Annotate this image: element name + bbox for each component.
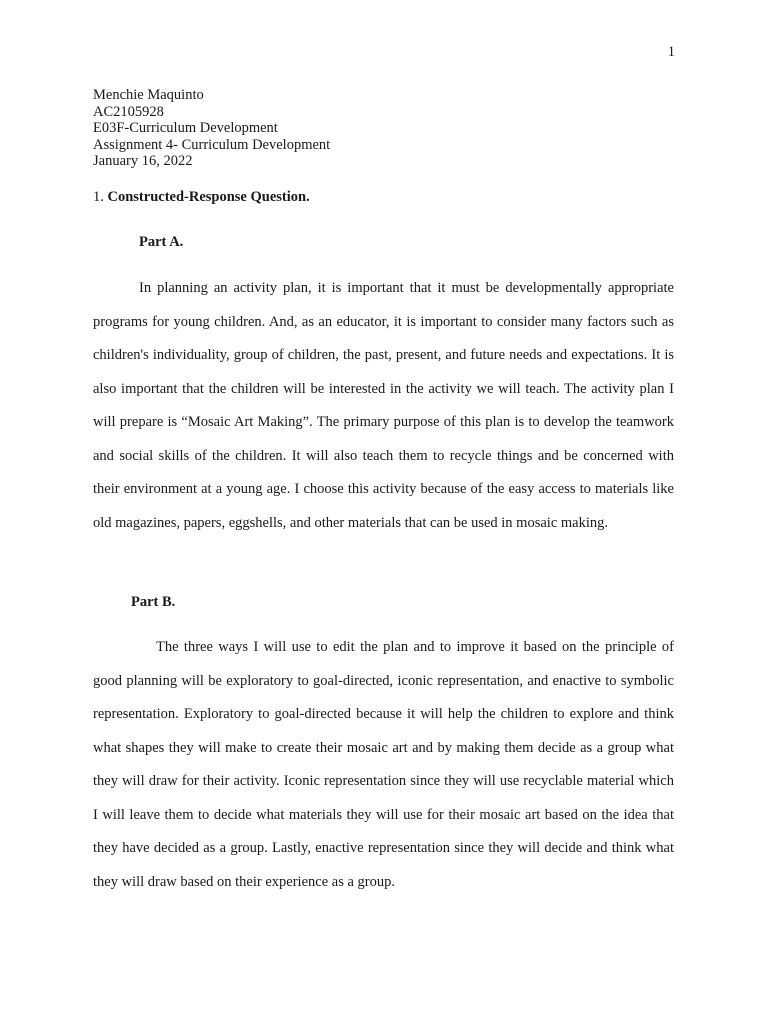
part-b-paragraph: The three ways I will use to edit the plan and to improve it based on the principle of good planning will be exploratory to goal-directed, iconic representation, and enactive to symbolic representation. Exploratory to goal-directed because it will help the children to explore and think what shapes they will make to create their mosaic art and by making them decide as a group what they will draw for their activity. Iconic representation since they will use recyclable material which I will leave them to decide what materials they will use for their mosaic art based on the idea that they have decided as a group. Lastly, enactive representation since they will decide and think what they will draw based on their experience as a group. [93,639,674,890]
question-heading [93,189,310,206]
course-name: E03F-Curriculum Development [93,120,278,137]
author-name: Menchie Maquinto [93,87,204,103]
header-block [93,87,330,170]
part-a-paragraph: In planning an activity plan, it is important that it must be developmentally appropriate programs for young children. And, as an educator, it is important to consider many factors such as children's individuality, group of children, the past, present, and future needs and expectations. It is also important that the children will be interested in the activity we will teach. The activity plan I will prepare is “Mosaic Art Making”. The primary purpose of this plan is to develop the teamwork and social skills of the children. It will also teach them to recycle things and be concerned with their environment at a young age. I choose this activity because of the easy access to materials like old magazines, papers, eggshells, and other materials that can be used in mosaic making. [93,280,674,531]
student-id: AC2105928 [93,103,164,120]
document-date: January 16, 2022 [93,153,193,170]
assignment-title: Assignment 4- Curriculum Development [93,136,331,153]
question-title: Constructed-Response Question. [107,189,310,205]
page-number: 1 [667,44,675,60]
part-a-heading: Part A. [139,234,184,250]
part-b-heading: Part B. [131,594,176,610]
question-number: 1. [93,189,104,205]
